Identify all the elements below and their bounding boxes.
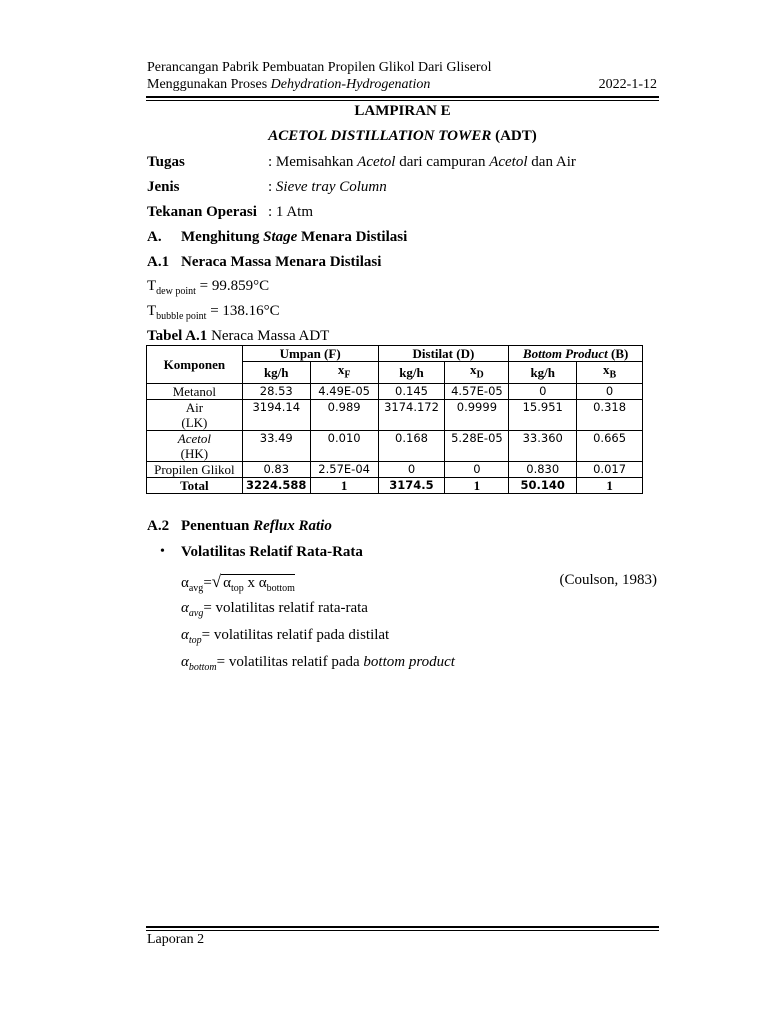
dew-t: T [147,278,157,294]
cell: 0.9999 [445,399,509,430]
mass-balance-table [146,345,643,494]
definition-bottom [181,654,455,673]
def-alpha: α [181,627,189,643]
xd-sub: D [476,369,484,381]
header-line2-italic: Dehydration-Hydrogenation [270,77,431,92]
cell: 0.989 [310,399,378,430]
section-a2-title [181,518,332,535]
subtitle-rest: (ADT) [491,128,537,144]
cell: 2.57E-04 [310,461,378,477]
header-rule [146,96,659,98]
subheader-kgh-b: kg/h [509,362,577,384]
def-avg-sub: avg [188,608,204,619]
cell: 50.140 [509,477,577,493]
section-a1-title: Neraca Massa Menara Distilasi [181,254,382,270]
eq-equals: = [203,575,212,591]
section-a2-pre: Penentuan [181,518,254,534]
def-bottom-italic: bottom product [363,654,455,670]
tugas-label: Tugas [147,154,185,170]
row-name [147,399,243,430]
cell: 3174.5 [378,477,445,493]
tugas-italic-1: Acetol [357,154,396,170]
citation: (Coulson, 1983) [559,572,657,588]
cell: 0.017 [577,461,643,477]
definition-top [181,627,389,646]
xf-sub: F [344,369,351,381]
row-name-line2: (LK) [181,414,208,430]
cell: 0.830 [509,461,577,477]
bubble-point-line [147,303,280,322]
table-row [147,399,643,430]
cell: 0.168 [378,430,445,461]
cell: 3174.172 [378,399,445,430]
running-header-line1: Perancangan Pabrik Pembuatan Propilen Glikol Dari Gliserol [147,60,492,75]
cell: 0.145 [378,383,445,399]
xb-sub: B [609,369,617,381]
def-alpha: α [181,600,189,616]
def-top-sub: top [188,635,202,646]
cell: 0.665 [577,430,643,461]
header-komponen: Komponen [147,346,243,384]
definition-avg [181,600,368,619]
table-caption-rest: Neraca Massa ADT [207,328,330,344]
section-a1-number: A.1 [147,254,170,270]
total-label: Total [147,477,243,493]
cell: 1 [310,477,378,493]
eq-top-sub: top [230,583,244,594]
cell: 0.010 [310,430,378,461]
section-a-pre: Menghitung [181,229,264,245]
cell: 1 [445,477,509,493]
row-name-line1: Acetol [177,430,211,446]
running-header-line2 [147,77,430,93]
def-bottom-sub: bottom [188,662,217,673]
tugas-mid: dari campuran [395,154,490,170]
section-a-post: Menara Distilasi [297,229,408,245]
subtitle-italic: ACETOL DISTILLATION TOWER [268,128,492,144]
section-a-number: A. [147,229,162,245]
dew-point-line [147,278,269,297]
table-total-row [147,477,643,493]
header-umpan: Umpan (F) [242,346,378,362]
subheader-kgh-f: kg/h [242,362,310,384]
cell: 3224.588 [242,477,310,493]
tugas-value [268,154,576,171]
subheader-xd [445,362,509,384]
cell: 4.49E-05 [310,383,378,399]
tekanan-value: : 1 Atm [268,204,314,220]
eq-times: x α [243,575,267,591]
volatility-heading: Volatilitas Relatif Rata-Rata [181,544,363,560]
header-line2-text: Menggunakan Proses [147,77,271,92]
row-name-line2: (HK) [180,445,209,461]
cell: 0 [378,461,445,477]
sqrt-content [221,574,295,594]
cell: 3194.14 [242,399,310,430]
header-bottom-italic: Bottom Product [522,346,608,361]
row-name: Metanol [147,383,243,399]
sqrt-icon: √ [211,572,222,591]
def-alpha: α [181,654,189,670]
footer-text: Laporan 2 [147,932,205,947]
xf-x: x [337,362,345,377]
subheader-xf [310,362,378,384]
xd-x: x [470,362,477,377]
jenis-italic: Sieve tray Column [275,179,387,195]
eq-avg-sub: avg [188,583,204,594]
section-a2-number: A.2 [147,518,170,534]
footer-rule-thin [146,930,659,931]
appendix-subtitle [146,128,659,145]
header-rule-thin [146,100,659,101]
cell: 1 [577,477,643,493]
section-a2-italic: Reflux Ratio [253,518,332,534]
section-a-title [181,229,407,246]
row-name-line1: Air [185,399,204,415]
dew-sub: dew point [156,286,196,297]
xb-x: x [602,362,610,377]
def-bottom-text: = volatilitas relatif pada [216,654,364,670]
bub-sub: bubble point [156,311,207,322]
bullet-icon: • [160,544,165,559]
def-top-text: = volatilitas relatif pada distilat [201,627,390,643]
eq-bottom-sub: bottom [266,583,295,594]
cell: 0.83 [242,461,310,477]
bub-t: T [147,303,157,319]
jenis-pre: : [268,179,276,195]
cell: 33.49 [242,430,310,461]
header-bottom [509,346,643,362]
table-header-row [147,346,643,362]
row-name [147,430,243,461]
subheader-kgh-d: kg/h [378,362,445,384]
table-caption-bold: Tabel A.1 [147,328,208,344]
tugas-italic-2: Acetol [489,154,528,170]
header-distilat: Distilat (D) [378,346,509,362]
eq-inner-alpha: α [223,575,231,591]
table-row [147,461,643,477]
table-row [147,430,643,461]
row-name: Propilen Glikol [147,461,243,477]
cell: 33.360 [509,430,577,461]
alpha-avg-equation [181,572,295,594]
def-avg-text: = volatilitas relatif rata-rata [203,600,368,616]
jenis-label: Jenis [147,179,180,195]
cell: 28.53 [242,383,310,399]
header-date: 2022-1-12 [598,77,657,92]
cell: 0 [577,383,643,399]
cell: 4.57E-05 [445,383,509,399]
bub-value: = 138.16°C [206,303,280,319]
table-caption [147,328,329,345]
section-a-italic: Stage [263,229,298,245]
cell: 0 [445,461,509,477]
table-row [147,383,643,399]
tugas-pre: : Memisahkan [268,154,358,170]
tugas-post: dan Air [527,154,576,170]
appendix-title: LAMPIRAN E [354,103,451,119]
eq-alpha: α [181,575,189,591]
dew-value: = 99.859°C [195,278,270,294]
tekanan-label: Tekanan Operasi [147,204,257,220]
jenis-value [268,179,387,196]
cell: 15.951 [509,399,577,430]
subheader-xb [577,362,643,384]
footer-rule [146,926,659,928]
cell: 0.318 [577,399,643,430]
cell: 5.28E-05 [445,430,509,461]
header-bottom-rest: (B) [607,346,629,361]
cell: 0 [509,383,577,399]
